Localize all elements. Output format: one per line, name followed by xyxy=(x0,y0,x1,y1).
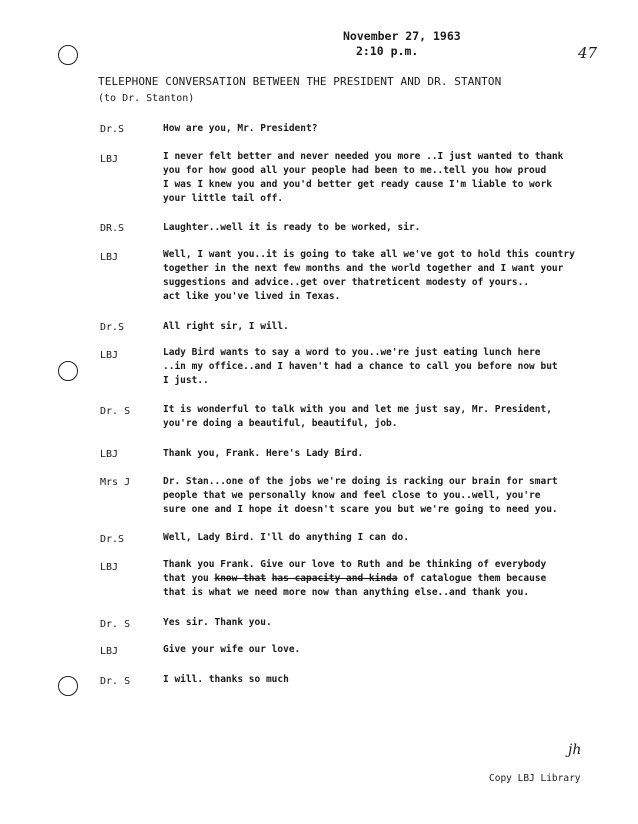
speech-text: Yes sir. Thank you. xyxy=(163,617,272,628)
punch-hole-top xyxy=(58,45,78,65)
document-time: 2:10 p.m. xyxy=(356,44,419,58)
speech-line: that is what we need more now than anything else..and thank you. xyxy=(163,587,530,598)
speaker-label: Dr.S xyxy=(100,124,125,135)
speech-line xyxy=(163,572,603,586)
document-subtitle: (to Dr. Stanton) xyxy=(98,93,195,104)
speaker-label: LBJ xyxy=(100,252,119,263)
struck-text: has capacity and kinda xyxy=(271,573,398,584)
speech-text: I will. thanks so much xyxy=(163,674,289,685)
speech-text: Laughter..well it is ready to be worked, sir. xyxy=(163,222,421,233)
speaker-label: LBJ xyxy=(100,562,119,573)
punch-hole-bottom xyxy=(58,676,78,696)
struck-text: know that xyxy=(214,573,266,584)
speaker-label: Dr. S xyxy=(100,619,131,630)
speaker-label: LBJ xyxy=(100,350,119,361)
speech-text: Well, I want you..it is going to take all we've got to hold this country together in the next few months and the world together and I want your suggestions and advice..get over thatreticent modesty of yours.. act like you've lived in Texas. xyxy=(163,249,575,302)
speech-text-edited xyxy=(163,558,603,600)
speech-text: It is wonderful to talk with you and let me just say, Mr. President, you're doing a beautiful, beautiful, job. xyxy=(163,404,552,429)
punch-hole-middle xyxy=(58,361,78,381)
speech-text: How are you, Mr. President? xyxy=(163,123,318,134)
handwritten-initials: jh xyxy=(568,742,582,758)
speech-line: Thank you Frank. Give our love to Ruth and be thinking of everybody xyxy=(163,559,547,570)
speaker-label: LBJ xyxy=(100,646,119,657)
speech-fragment: of catalogue them because xyxy=(397,573,547,584)
document-title: TELEPHONE CONVERSATION BETWEEN THE PRESIDENT AND DR. STANTON xyxy=(98,75,502,88)
handwritten-page-number: 47 xyxy=(578,44,598,62)
speaker-label: Dr. S xyxy=(100,406,131,417)
document-date: November 27, 1963 xyxy=(343,29,461,43)
speech-text: All right sir, I will. xyxy=(163,321,289,332)
speaker-label: Dr. S xyxy=(100,676,131,687)
speaker-label: Dr.S xyxy=(100,322,125,333)
speech-text: Dr. Stan...one of the jobs we're doing is racking our brain for smart people that we personally know and feel close to you..well, you're sure one and I hope it doesn't scare you but we're going to need you. xyxy=(163,476,558,515)
speech-fragment: that you xyxy=(163,573,215,584)
speech-text: Lady Bird wants to say a word to you..we're just eating lunch here ..in my office..and I haven't had a chance to call you before now but I just.. xyxy=(163,347,558,386)
speech-text: Thank you, Frank. Here's Lady Bird. xyxy=(163,448,364,459)
speaker-label: Dr.S xyxy=(100,534,125,545)
library-footer: Copy LBJ Library xyxy=(489,773,581,784)
speech-text: I never felt better and never needed you more ..I just wanted to thank you for how good all your people had been to me..tell you how proud I was I knew you and you'd better get ready cause I'm liable to work your little tail off. xyxy=(163,151,564,204)
speech-text: Give your wife our love. xyxy=(163,644,301,655)
speaker-label: LBJ xyxy=(100,449,119,460)
speaker-label: LBJ xyxy=(100,154,119,165)
speaker-label: Mrs J xyxy=(100,477,131,488)
speaker-label: DR.S xyxy=(100,223,125,234)
speech-text: Well, Lady Bird. I'll do anything I can do. xyxy=(163,532,409,543)
